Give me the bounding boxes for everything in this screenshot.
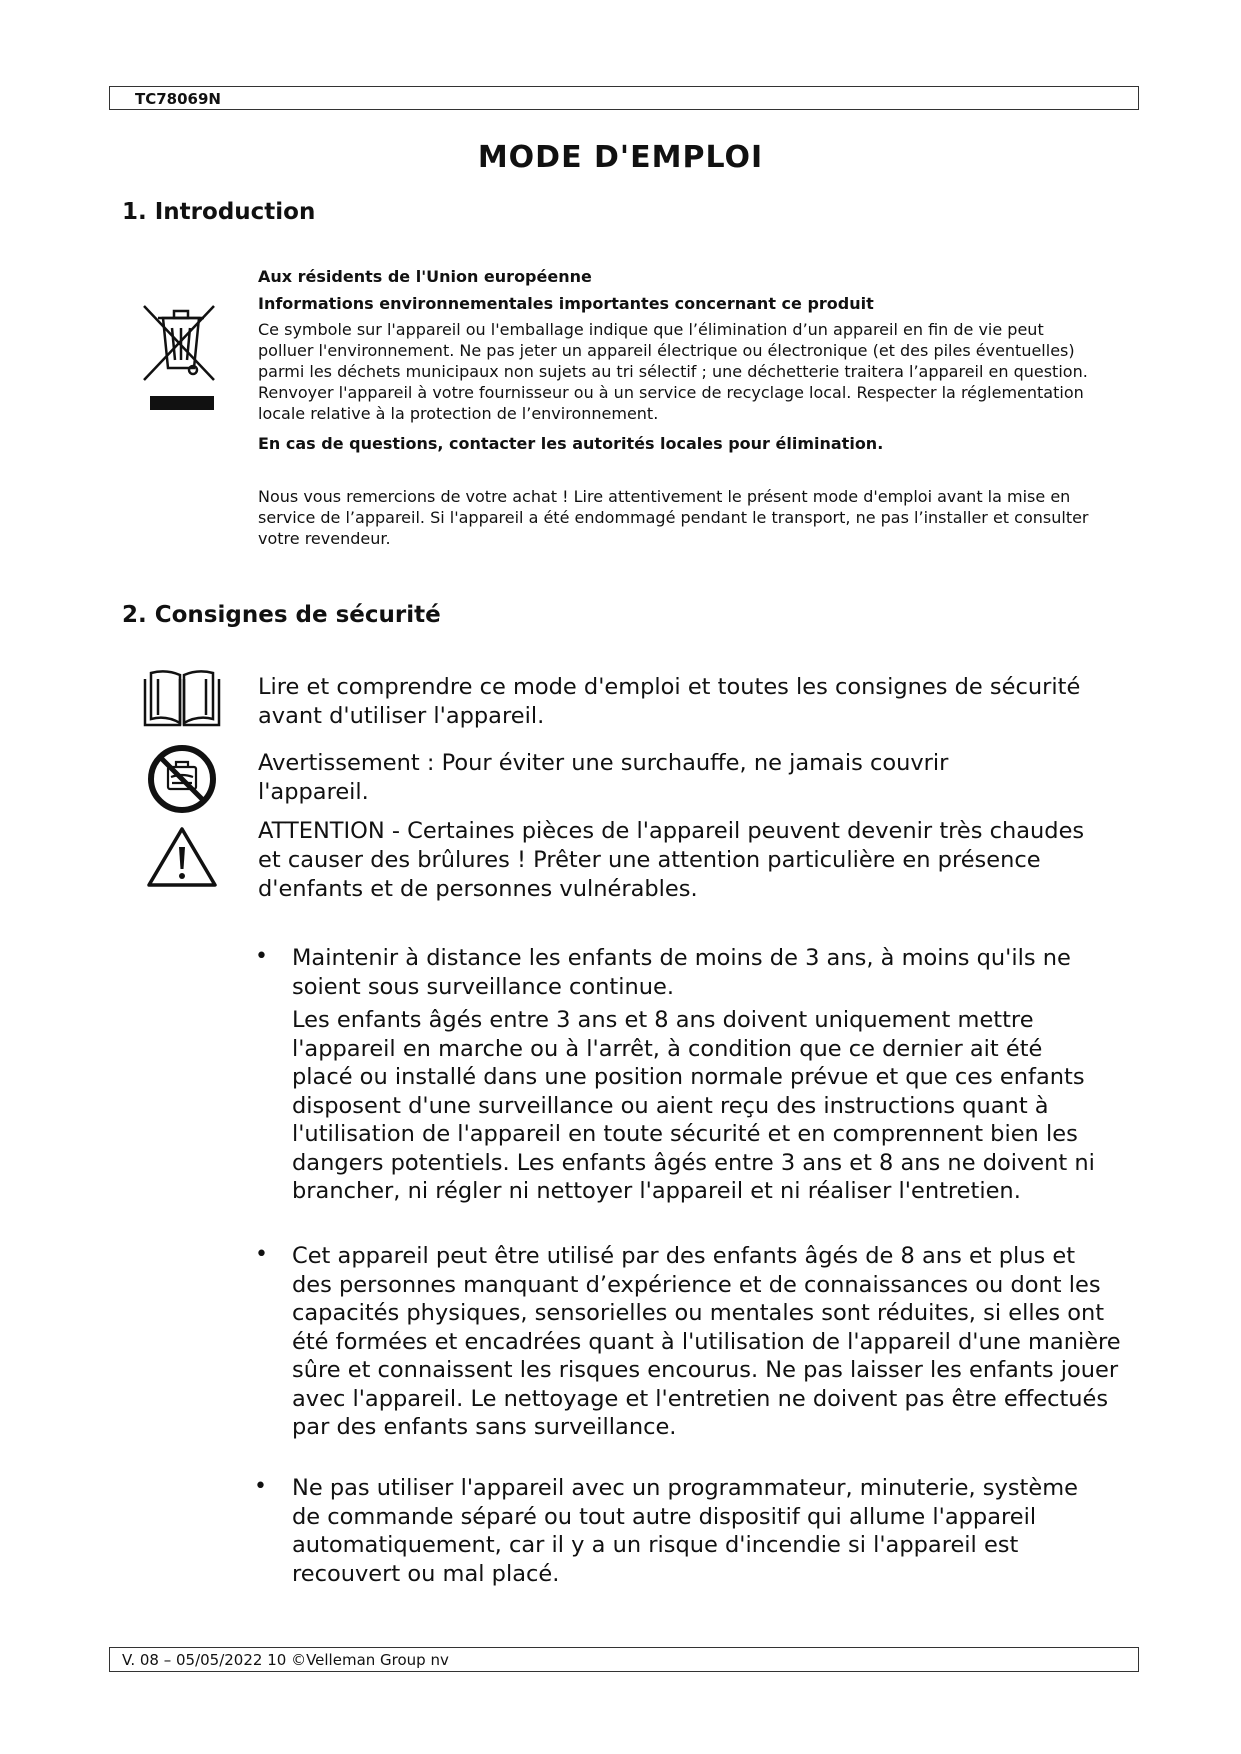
read-manual-text: Lire et comprendre ce mode d'emploi et toutes les consignes de sécurité avant d'utiliser l'appareil. [258,674,1081,729]
bullet-marker: • [255,944,268,969]
bullet-marker: • [255,1242,268,1267]
bullet-marker: • [254,1474,267,1499]
questions-note: En cas de questions, contacter les autorités locales pour élimination. [258,434,884,453]
attention-text: ATTENTION - Certaines pièces de l'appareil peuvent devenir très chaudes et causer des brûlures ! Prêter une attention particulière en présence d'enfants et de personnes vulnérables. [258,818,1085,902]
bullet-item-children-8-plus: Cet appareil peut être utilisé par des enfants âgés de 8 ans et plus et des personnes manquant d’expérience et de connaissances ou dont les capacités physiques, sensorielles ou mentales sont réduites, si elles ont été formées et encadrées quant à l'utilisation de l'appareil d'une manière sûre et connaissent les risques encourus. Ne pas laisser les enfants jouer avec l'appareil. Le nettoyage et l'entretien ne doivent pas être effectués par des enfants sans surveillance. [292,1243,1121,1440]
children-3-8-text: Les enfants âgés entre 3 ans et 8 ans doivent uniquement mettre l'appareil en marche ou à l'arrêt, à condition que ce dernier ait été placé ou installé dans une position normale prévue et que ces enfants disposent d'une surveillance ou aient reçu des instructions quant à l'utilisation de l'appareil en toute sécurité et en comprennent bien les dangers potentiels. Les enfants âgés entre 3 ans et 8 ans ne doivent ni brancher, ni régler ni nettoyer l'appareil et ni réaliser l'entretien. [292,1007,1095,1204]
model-number: TC78069N [135,90,221,108]
footer-box [109,1647,1139,1672]
thanks-text: Nous vous remercions de votre achat ! Lire attentivement le présent mode d'emploi avant la mise en service de l’appareil. Si l'appareil a été endommagé pendant le transport, ne pas l’installer et consulter votre revendeur. [258,487,1089,548]
weee-bin-icon [138,298,224,416]
section-heading-introduction: 1. Introduction [122,199,316,225]
do-not-cover-icon [146,743,218,815]
page-title: MODE D'EMPLOI [477,140,764,175]
manual-book-icon [142,667,222,729]
section-heading-safety: 2. Consignes de sécurité [122,602,441,628]
env-info-heading: Informations environnementales importantes concernant ce produit [258,294,874,313]
header-box [109,86,1139,110]
warning-cover-text: Avertissement : Pour éviter une surchauffe, ne jamais couvrir l'appareil. [258,750,949,805]
eu-residents-heading: Aux résidents de l'Union européenne [258,267,592,286]
warning-triangle-icon [146,825,218,889]
bullet-item-children-under-3: Maintenir à distance les enfants de moins de 3 ans, à moins qu'ils ne soient sous surveillance continue. [292,945,1071,1000]
footer-text: V. 08 – 05/05/2022 10 ©Velleman Group nv [122,1651,449,1669]
bullet-item-timer-warning: Ne pas utiliser l'appareil avec un programmateur, minuterie, système de commande séparé ou tout autre dispositif qui allume l'appareil automatiquement, car il y a un risque d'incendie si l'appareil est recouvert ou mal placé. [292,1475,1078,1587]
env-info-text: Ce symbole sur l'appareil ou l'emballage indique que l’élimination d’un appareil en fin de vie peut polluer l'environnement. Ne pas jeter un appareil électrique ou électronique (et des piles éventuelles) parmi les déchets municipaux non sujets au tri sélectif ; une déchetterie traitera l’appareil en question. Renvoyer l'appareil à votre fournisseur ou à un service de recyclage local. Respecter la réglementation locale relative à la protection de l’environnement. [258,320,1088,423]
